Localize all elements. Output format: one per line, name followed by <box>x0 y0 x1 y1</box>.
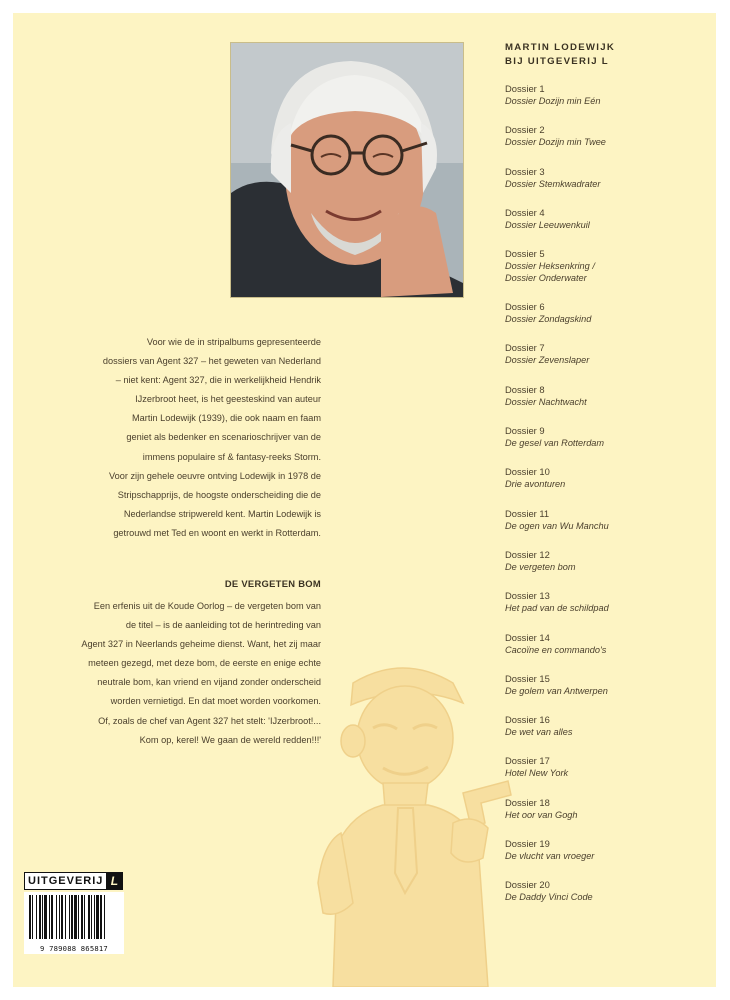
bio-line: immens populaire sf & fantasy-reeks Storm. <box>142 451 321 462</box>
series-heading-line: BIJ UITGEVERIJ L <box>505 56 609 67</box>
barcode-bar <box>100 895 102 939</box>
dossier-item <box>505 248 609 301</box>
publisher-logo <box>24 872 123 890</box>
dossier-item <box>505 425 609 466</box>
dossier-number: Dossier 11 <box>505 507 550 519</box>
back-cover <box>13 13 716 987</box>
dossier-title: De gesel van Rotterdam <box>505 438 605 449</box>
dossier-title: Hotel New York <box>505 768 569 779</box>
barcode-bar <box>29 895 31 939</box>
dossier-number: Dossier 12 <box>505 548 550 560</box>
blurb-line: Een erfenis uit de Koude Oorlog – de vergeten bom van <box>93 601 321 611</box>
dossier-item <box>505 755 609 796</box>
dossier-number: Dossier 15 <box>505 672 550 684</box>
dossier-title-line2: Dossier Onderwater <box>505 273 587 284</box>
dossier-item <box>505 124 609 165</box>
publisher-logo-word: UITGEVERIJ <box>28 875 104 887</box>
dossier-title: Dossier Dozijn min Eén <box>505 96 601 106</box>
dossier-number: Dossier 18 <box>505 796 550 808</box>
dossier-title: De wet van alles <box>505 727 573 738</box>
bio-line: dossiers van Agent 327 – het geweten van Nederland <box>102 356 321 367</box>
dossier-number: Dossier 2 <box>505 124 545 136</box>
dossier-title: Cacoïne en commando's <box>505 644 607 655</box>
blurb-line: de titel – is de aanleiding tot de herintreding van <box>125 620 321 631</box>
barcode-bar <box>71 895 73 939</box>
blurb-line: worden vernietigd. En dat moet worden voorkomen. <box>110 696 321 707</box>
blurb-line: neutrale bom, kan vriend en vijand zonder onderscheid <box>97 677 321 688</box>
bio-line: getrouwd met Ted en woont en werkt in Rotterdam. <box>113 527 321 538</box>
dossier-item <box>505 879 609 920</box>
dossier-item <box>505 384 609 425</box>
barcode-bar <box>49 895 50 939</box>
dossier-item <box>505 466 609 507</box>
dossier-item <box>505 166 609 207</box>
dossier-number: Dossier 20 <box>505 879 550 891</box>
blurb-line: Kom op, kerel! We gaan de wereld redden!!!' <box>139 734 321 745</box>
barcode-bar <box>51 895 53 939</box>
dossier-title: Drie avonturen <box>505 479 566 490</box>
dossier-item <box>505 590 609 631</box>
barcode-bar <box>56 895 57 939</box>
blurb-line: Of, zoals de chef van Agent 327 het stelt: 'IJzerbroot!... <box>98 715 321 726</box>
agent-327-illustration-icon <box>313 643 513 987</box>
bio-line: – niet kent: Agent 327, die in werkelijkheid Hendrik <box>115 375 321 386</box>
bio-line: Nederlandse stripwereld kent. Martin Lodewijk is <box>123 508 321 519</box>
dossier-number: Dossier 17 <box>505 755 550 767</box>
dossier-title: De ogen van Wu Manchu <box>505 520 609 531</box>
bio-line: IJzerbroot heet, is het geesteskind van auteur <box>135 394 321 405</box>
dossier-number: Dossier 16 <box>505 714 550 726</box>
dossier-number: Dossier 9 <box>505 425 545 437</box>
dossier-title: De Daddy Vinci Code <box>505 892 593 903</box>
dossier-item <box>505 714 609 755</box>
series-heading <box>505 41 615 69</box>
dossier-item <box>505 632 609 673</box>
dossier-number: Dossier 5 <box>505 248 545 260</box>
dossier-number: Dossier 7 <box>505 342 545 354</box>
barcode-bar <box>32 895 33 939</box>
dossier-number: Dossier 4 <box>505 206 545 218</box>
barcode-bar <box>74 895 77 939</box>
barcode-bar <box>91 895 92 939</box>
blurb-line: meteen gezegd, met deze bom, de eerste en enige echte <box>88 658 321 669</box>
bio-line: Martin Lodewijk (1939), die ook naam en faam <box>132 413 321 424</box>
bio-line: Voor wie de in stripalbums gepresenteerde <box>146 337 321 347</box>
dossier-number: Dossier 19 <box>505 838 550 850</box>
barcode-icon <box>24 892 124 942</box>
barcode-bar <box>104 895 105 939</box>
dossier-title: Dossier Nachtwacht <box>505 396 587 407</box>
dossier-title: Dossier Dozijn min Twee <box>505 137 606 148</box>
dossier-item <box>505 83 609 124</box>
barcode-bar <box>96 895 99 939</box>
dossier-title: Dossier Heksenkring / <box>505 261 595 272</box>
barcode-bar <box>88 895 90 939</box>
barcode-digits: 9 789088 865817 <box>40 944 108 953</box>
dossier-title: De vlucht van vroeger <box>505 851 595 862</box>
dossier-list <box>505 83 609 921</box>
barcode-bar <box>44 895 47 939</box>
dossier-item <box>505 207 609 248</box>
dossier-item <box>505 549 609 590</box>
dossier-title: Dossier Leeuwenkuil <box>505 219 590 230</box>
dossier-title: De golem van Antwerpen <box>505 685 608 696</box>
dossier-title: Dossier Zondagskind <box>505 314 592 325</box>
publisher-logo-mark: L <box>106 873 122 889</box>
dossier-number: Dossier 14 <box>505 631 550 643</box>
dossier-number: Dossier 10 <box>505 466 550 478</box>
dossier-item <box>505 301 609 342</box>
barcode-bar <box>78 895 79 939</box>
barcode-bar <box>36 895 37 939</box>
dossier-title: De vergeten bom <box>505 561 576 572</box>
dossier-number: Dossier 13 <box>505 590 550 602</box>
dossier-number: Dossier 3 <box>505 165 545 177</box>
barcode-bar <box>61 895 63 939</box>
bio-line: Voor zijn gehele oeuvre ontving Lodewijk in 1978 de <box>109 470 321 481</box>
series-heading-line: MARTIN LODEWIJK <box>505 42 616 53</box>
dossier-title: Dossier Zevenslaper <box>505 355 590 366</box>
blurb-line: Agent 327 in Neerlands geheime dienst. Want, het zij maar <box>81 639 321 650</box>
barcode-bar <box>65 895 66 939</box>
dossier-title: Het oor van Gogh <box>505 809 578 820</box>
barcode <box>24 892 124 954</box>
dossier-item <box>505 342 609 383</box>
barcode-bar <box>84 895 85 939</box>
bio-line: Stripschapprijs, de hoogste onderscheiding die de <box>117 489 321 500</box>
barcode-bar <box>81 895 83 939</box>
dossier-item <box>505 673 609 714</box>
blurb-title: DE VERGETEN BOM <box>224 578 321 589</box>
dossier-item <box>505 838 609 879</box>
dossier-number: Dossier 8 <box>505 383 545 395</box>
bio-line: geniet als bedenker en scenarioschrijver van de <box>126 432 321 443</box>
dossier-title: Het pad van de schildpad <box>505 603 609 614</box>
barcode-bar <box>39 895 41 939</box>
author-portrait-icon <box>231 43 463 297</box>
dossier-item <box>505 508 609 549</box>
dossier-number: Dossier 6 <box>505 301 545 313</box>
album-blurb <box>53 597 321 750</box>
author-photo <box>230 42 464 298</box>
dossier-number: Dossier 1 <box>505 83 545 94</box>
dossier-item <box>505 797 609 838</box>
barcode-bar <box>94 895 95 939</box>
barcode-bar <box>69 895 70 939</box>
dossier-title: Dossier Stemkwadrater <box>505 178 601 189</box>
author-bio <box>53 333 321 543</box>
barcode-bar <box>42 895 43 939</box>
barcode-bar <box>59 895 60 939</box>
